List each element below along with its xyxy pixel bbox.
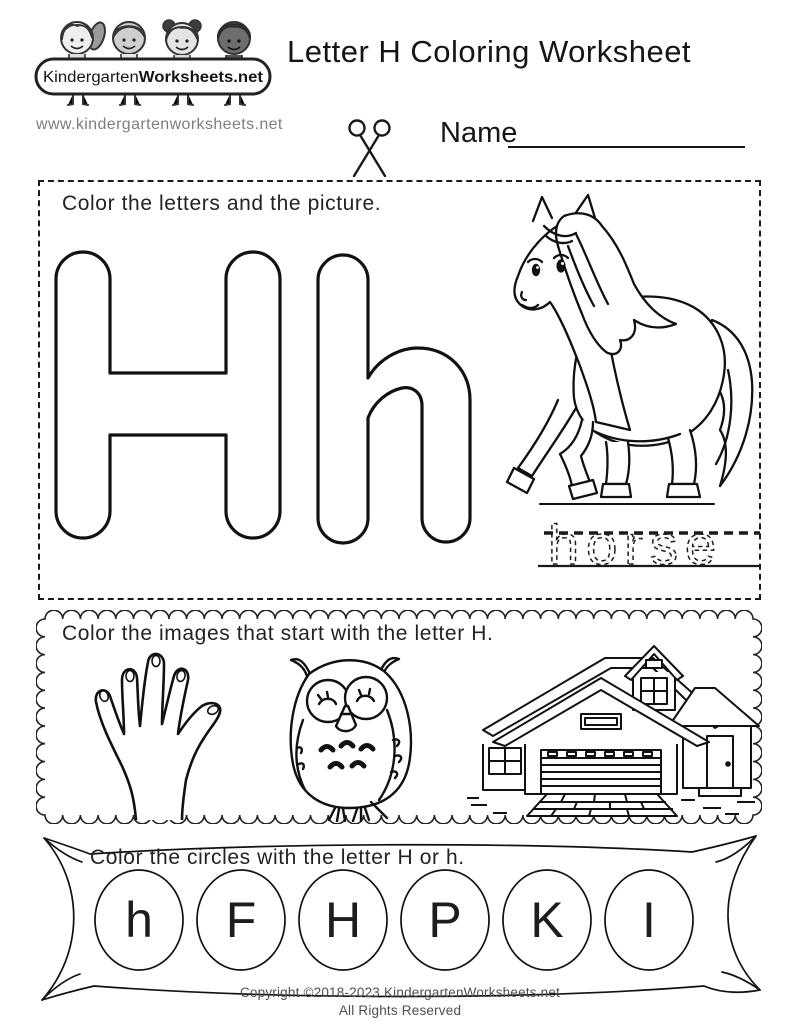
svg-text:H: H	[324, 892, 362, 948]
name-blank-line	[508, 100, 745, 148]
svg-text:I: I	[642, 892, 656, 948]
horse-illustration	[476, 192, 760, 512]
scissors-icon	[345, 118, 395, 184]
kindergartenworksheets-logo	[33, 6, 273, 114]
house-illustration	[463, 630, 765, 820]
svg-text:K: K	[530, 892, 564, 948]
logo-kids	[61, 20, 250, 61]
circle-letter-4	[401, 870, 489, 970]
section3-instruction: Color the circles with the letter H or h.	[90, 846, 465, 869]
kid-avatar-boy	[113, 22, 145, 60]
letter-h-lowercase-outline	[312, 250, 477, 548]
svg-text:F: F	[225, 892, 257, 948]
circle-letter-3	[299, 870, 387, 970]
letter-H-uppercase-outline	[52, 247, 284, 547]
kid-avatar-boy-curly	[218, 22, 250, 61]
name-label: Name	[440, 117, 518, 149]
footer-rights: All Rights Reserved	[338, 1003, 462, 1018]
kid-avatar-girl-pigtails	[163, 20, 201, 61]
circle-letter-5	[503, 870, 591, 970]
logo-url: www.kindergartenworksheets.net	[36, 116, 283, 133]
logo-kids-legs	[68, 94, 245, 105]
section2-instruction: Color the images that start with the letter H.	[62, 622, 494, 645]
circle-letter-6	[605, 870, 693, 970]
svg-text:P: P	[428, 892, 462, 948]
logo-brand-text: Kindergarten Worksheets.net	[43, 69, 254, 86]
circle-letter-2	[197, 870, 285, 970]
hand-illustration	[72, 646, 237, 820]
owl-illustration	[275, 652, 425, 822]
svg-text:h: h	[125, 892, 153, 948]
kid-avatar-girl-ponytail	[61, 21, 108, 60]
circle-letter-1	[95, 870, 183, 970]
footer-copyright: Copyright ©2018-2023 KindergartenWorksheets.net	[239, 985, 561, 1000]
trace-word-horse	[530, 503, 764, 583]
page-title: Letter H Coloring Worksheet	[287, 34, 692, 69]
section1-instruction: Color the letters and the picture.	[62, 192, 382, 215]
trace-word-text: horse	[548, 513, 724, 576]
